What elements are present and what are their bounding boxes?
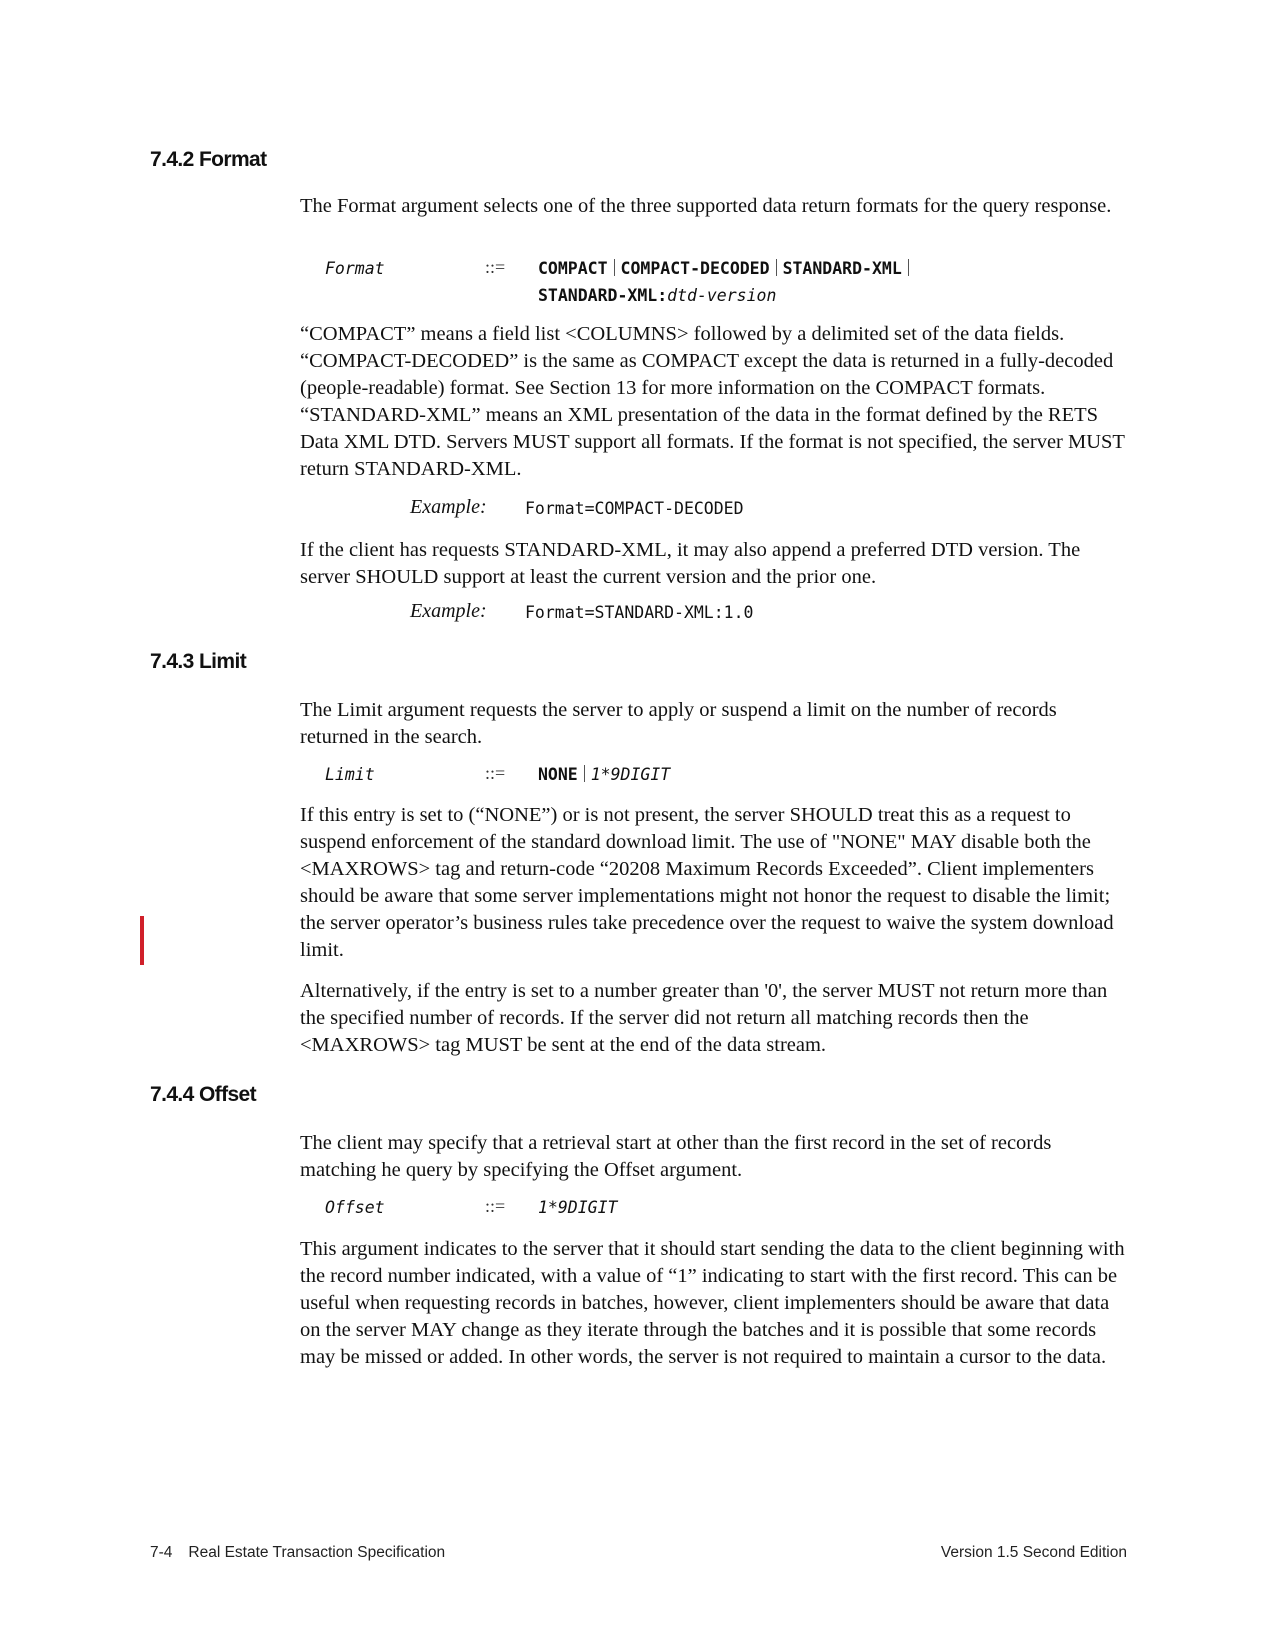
format-body2-text: If the client has requests STANDARD-XML, it may also append a preferred DTD version. The server SHOULD support at least the current version and the prior one. (300, 539, 1081, 588)
section-heading-limit: 7.4.3 Limit (150, 650, 247, 673)
limit-grammar-values (538, 765, 670, 784)
limit-grammar-op: ::= (485, 763, 506, 783)
document-title: Real Estate Transaction Specification (188, 1544, 446, 1561)
grammar-value: COMPACT (538, 259, 608, 278)
format-grammar-line2 (538, 286, 776, 305)
format-grammar-values (538, 259, 915, 278)
limit-intro-text: The Limit argument requests the server to apply or suspend a limit on the number of records returned in the search. (300, 699, 1057, 748)
example-label: Example: (410, 496, 487, 518)
offset-grammar-values (538, 1198, 617, 1217)
example-label: Example: (410, 600, 487, 622)
separator (614, 259, 615, 276)
offset-intro-text: The client may specify that a retrieval start at other than the first record in the set of records matching he query by specifying the Offset argument. (300, 1132, 1052, 1181)
offset-grammar-name (325, 1198, 385, 1217)
limit-body-text: If this entry is set to (“NONE”) or is not present, the server SHOULD treat this as a request to suspend enforcement of the standard download limit. The use of "NONE" MAY disable both the <MAXROWS> tag and return-code “20208 Maximum Records Exceeded”. Client implementers should be aware that some server implementations might not honor the request to disable the limit; the server operator’s business rules take precedence over the request to waive the system download limit. (300, 804, 1114, 961)
format-grammar-name (325, 259, 385, 278)
grammar-value: NONE (538, 765, 578, 784)
format-intro (300, 193, 1130, 220)
format-body2 (300, 537, 1130, 591)
separator (908, 259, 909, 276)
separator (584, 765, 585, 782)
grammar-value: COMPACT-DECODED (620, 259, 770, 278)
limit-body (300, 802, 1130, 964)
limit-body2 (300, 978, 1130, 1059)
separator (776, 259, 777, 276)
example-code: Format=COMPACT-DECODED (525, 499, 744, 518)
page-footer-left (150, 1544, 445, 1562)
page-number: 7-4 (150, 1544, 173, 1561)
limit-intro (300, 697, 1130, 751)
section-heading-offset: 7.4.4 Offset (150, 1083, 257, 1106)
grammar-placeholder: dtd-version (667, 286, 777, 305)
format-intro-text: The Format argument selects one of the three supported data return formats for the query response. (300, 195, 1112, 217)
example-code: Format=STANDARD-XML:1.0 (525, 603, 754, 622)
grammar-name: Limit (325, 765, 375, 784)
page-footer-right: Version 1.5 Second Edition (940, 1544, 1127, 1561)
grammar-value: STANDARD-XML: (538, 286, 668, 305)
grammar-name: Offset (325, 1198, 385, 1217)
change-bar (140, 916, 144, 965)
format-grammar-op: ::= (485, 257, 506, 277)
offset-grammar-op: ::= (485, 1196, 506, 1216)
grammar-value: STANDARD-XML (782, 259, 902, 278)
offset-intro (300, 1130, 1130, 1184)
grammar-placeholder: 1*9DIGIT (590, 765, 671, 784)
grammar-placeholder: 1*9DIGIT (538, 1198, 618, 1217)
offset-body (300, 1236, 1130, 1371)
format-body (300, 321, 1130, 483)
offset-body-text: This argument indicates to the server that it should start sending the data to the client beginning with the record number indicated, with a value of “1” indicating to start with the first record. This can be useful when requesting records in batches, however, client implementers should be aware that data on the server MAY change as they iterate through the batches and it is possible that some records may be missed or added. In other words, the server is not required to maintain a cursor to the data. (300, 1238, 1125, 1368)
format-body-text: “COMPACT” means a field list <COLUMNS> followed by a delimited set of the data fields. “COMPACT-DECODED” is the same as COMPACT except the data is returned in a fully-decoded (people-readable) format. See Section 13 for more information on the COMPACT formats. “STANDARD-XML” means an XML presentation of the data in the format defined by the RETS Data XML DTD. Servers MUST support all formats. If the format is not specified, the server MUST return STANDARD-XML. (300, 323, 1125, 480)
limit-grammar-name (325, 765, 375, 784)
limit-body2-text: Alternatively, if the entry is set to a number greater than '0', the server MUST not return more than the specified number of records. If the server did not return all matching records then the <MAXROWS> tag MUST be sent at the end of the data stream. (300, 980, 1108, 1056)
grammar-name: Format (325, 259, 385, 278)
section-heading-format: 7.4.2 Format (150, 148, 267, 171)
